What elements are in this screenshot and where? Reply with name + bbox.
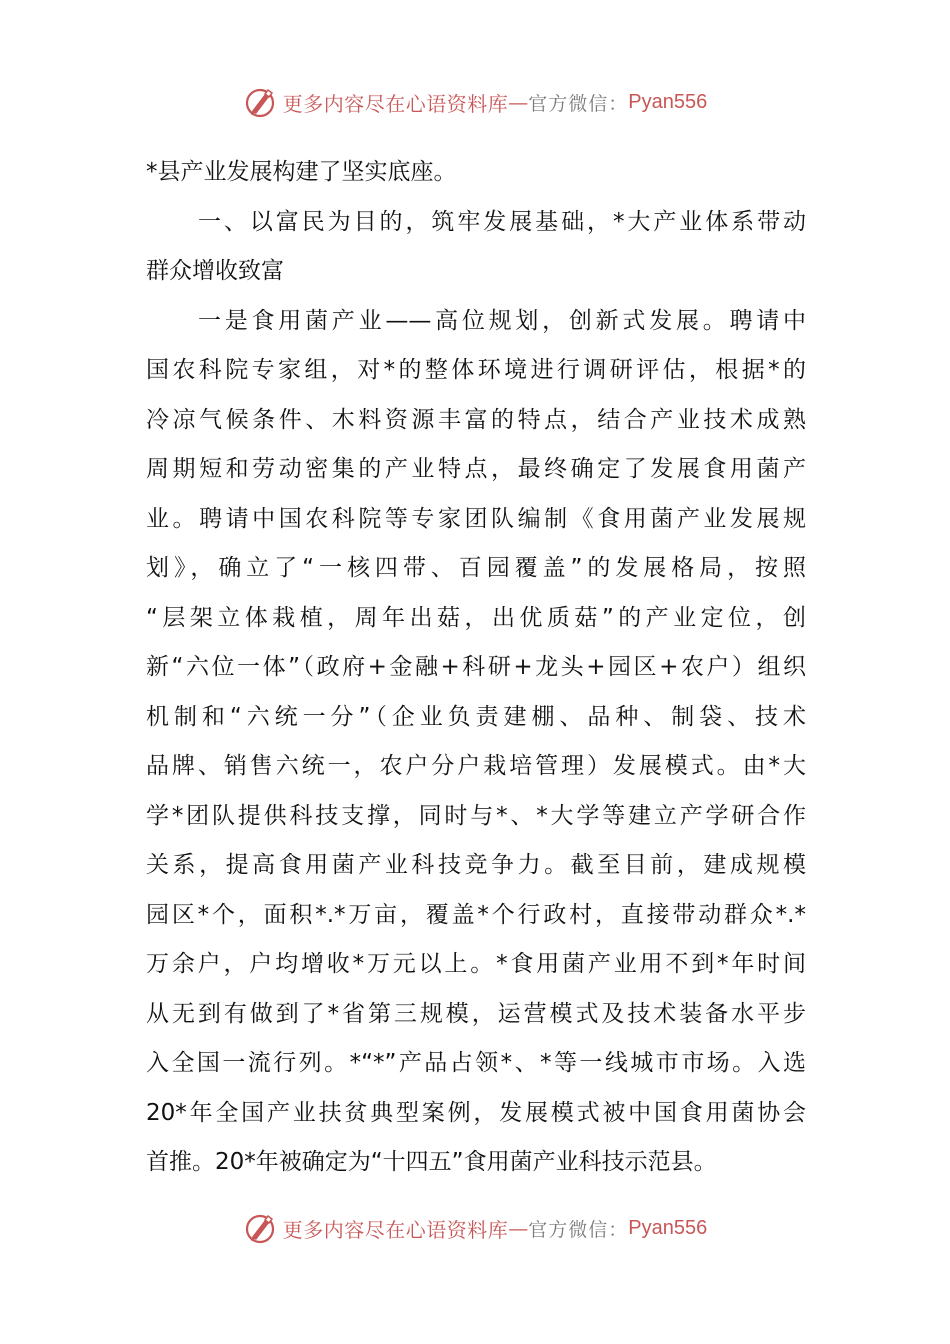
header-dash: — xyxy=(508,90,529,114)
body-line: 品牌、销售六统一，农户分户栽培管理）发展模式。由*大 xyxy=(146,753,806,779)
footer-banner-content xyxy=(243,1210,707,1246)
body-line: 冷凉气候条件、木料资源丰富的特点，结合产业技术成熟 xyxy=(146,406,806,433)
body-line: 周期短和劳动密集的产业特点，最终确定了发展食用菌产 xyxy=(146,456,806,482)
body-line: 新“六位一体”（政府+金融+科研+龙头+园区+农户）组织 xyxy=(146,654,806,680)
pen-circle-logo-icon xyxy=(243,1210,279,1246)
header-banner-content xyxy=(243,84,707,120)
footer-wechat-id: Pyan556 xyxy=(628,1216,708,1239)
body-line: 入全国一流行列。*“*”产品占领*、*等一线城市市场。入选 xyxy=(146,1050,806,1076)
header-site-text: 更多内容尽在心语资料库 xyxy=(282,91,509,116)
pen-circle-logo-icon xyxy=(243,84,279,120)
body-line: 学*团队提供科技支撑，同时与*、*大学等建立产学研合作 xyxy=(146,802,806,829)
section-heading-line: 一、以富民为目的，筑牢发展基础，*大产业体系带动 xyxy=(198,208,806,235)
header-banner xyxy=(0,80,950,124)
footer-banner xyxy=(0,1206,950,1250)
body-line: 万余户，户均增收*万元以上。*食用菌产业用不到*年时间 xyxy=(146,951,806,977)
footer-site-text: 更多内容尽在心语资料库 xyxy=(282,1217,509,1242)
body-line: 业。聘请中国农科院等专家团队编制《食用菌产业发展规 xyxy=(146,505,806,532)
footer-dash: — xyxy=(508,1216,529,1240)
header-wechat-id: Pyan556 xyxy=(628,90,708,113)
body-line: *县产业发展构建了坚实底座。 xyxy=(146,159,457,185)
body-line: 20*年全国产业扶贫典型案例，发展模式被中国食用菌协会 xyxy=(146,1099,806,1126)
body-line: 划》，确立了“一核四带、百园覆盖”的发展格局，按照 xyxy=(146,555,806,581)
section-heading-line: 群众增收致富 xyxy=(146,258,284,284)
body-line: 关系，提高食用菌产业科技竞争力。截至目前，建成规模 xyxy=(146,852,806,878)
document-body xyxy=(146,148,806,1188)
body-line: “层架立体栽植，周年出菇，出优质菇”的产业定位，创 xyxy=(146,604,806,631)
body-line: 首推。20*年被确定为“十四五”食用菌产业科技示范县。 xyxy=(146,1149,717,1175)
body-line: 从无到有做到了*省第三规模，运营模式及技术装备水平步 xyxy=(146,1000,806,1027)
body-line: 国农科院专家组，对*的整体环境进行调研评估，根据*的 xyxy=(146,357,806,383)
footer-wechat-label: 官方微信： xyxy=(528,1218,629,1241)
header-wechat-label: 官方微信： xyxy=(528,92,629,115)
body-line: 园区*个，面积*.*万亩，覆盖*个行政村，直接带动群众*.* xyxy=(146,901,806,928)
body-line: 一是食用菌产业——高位规划，创新式发展。聘请中 xyxy=(198,307,806,334)
body-line: 机制和“六统一分”（企业负责建棚、品种、制袋、技术 xyxy=(146,703,806,730)
